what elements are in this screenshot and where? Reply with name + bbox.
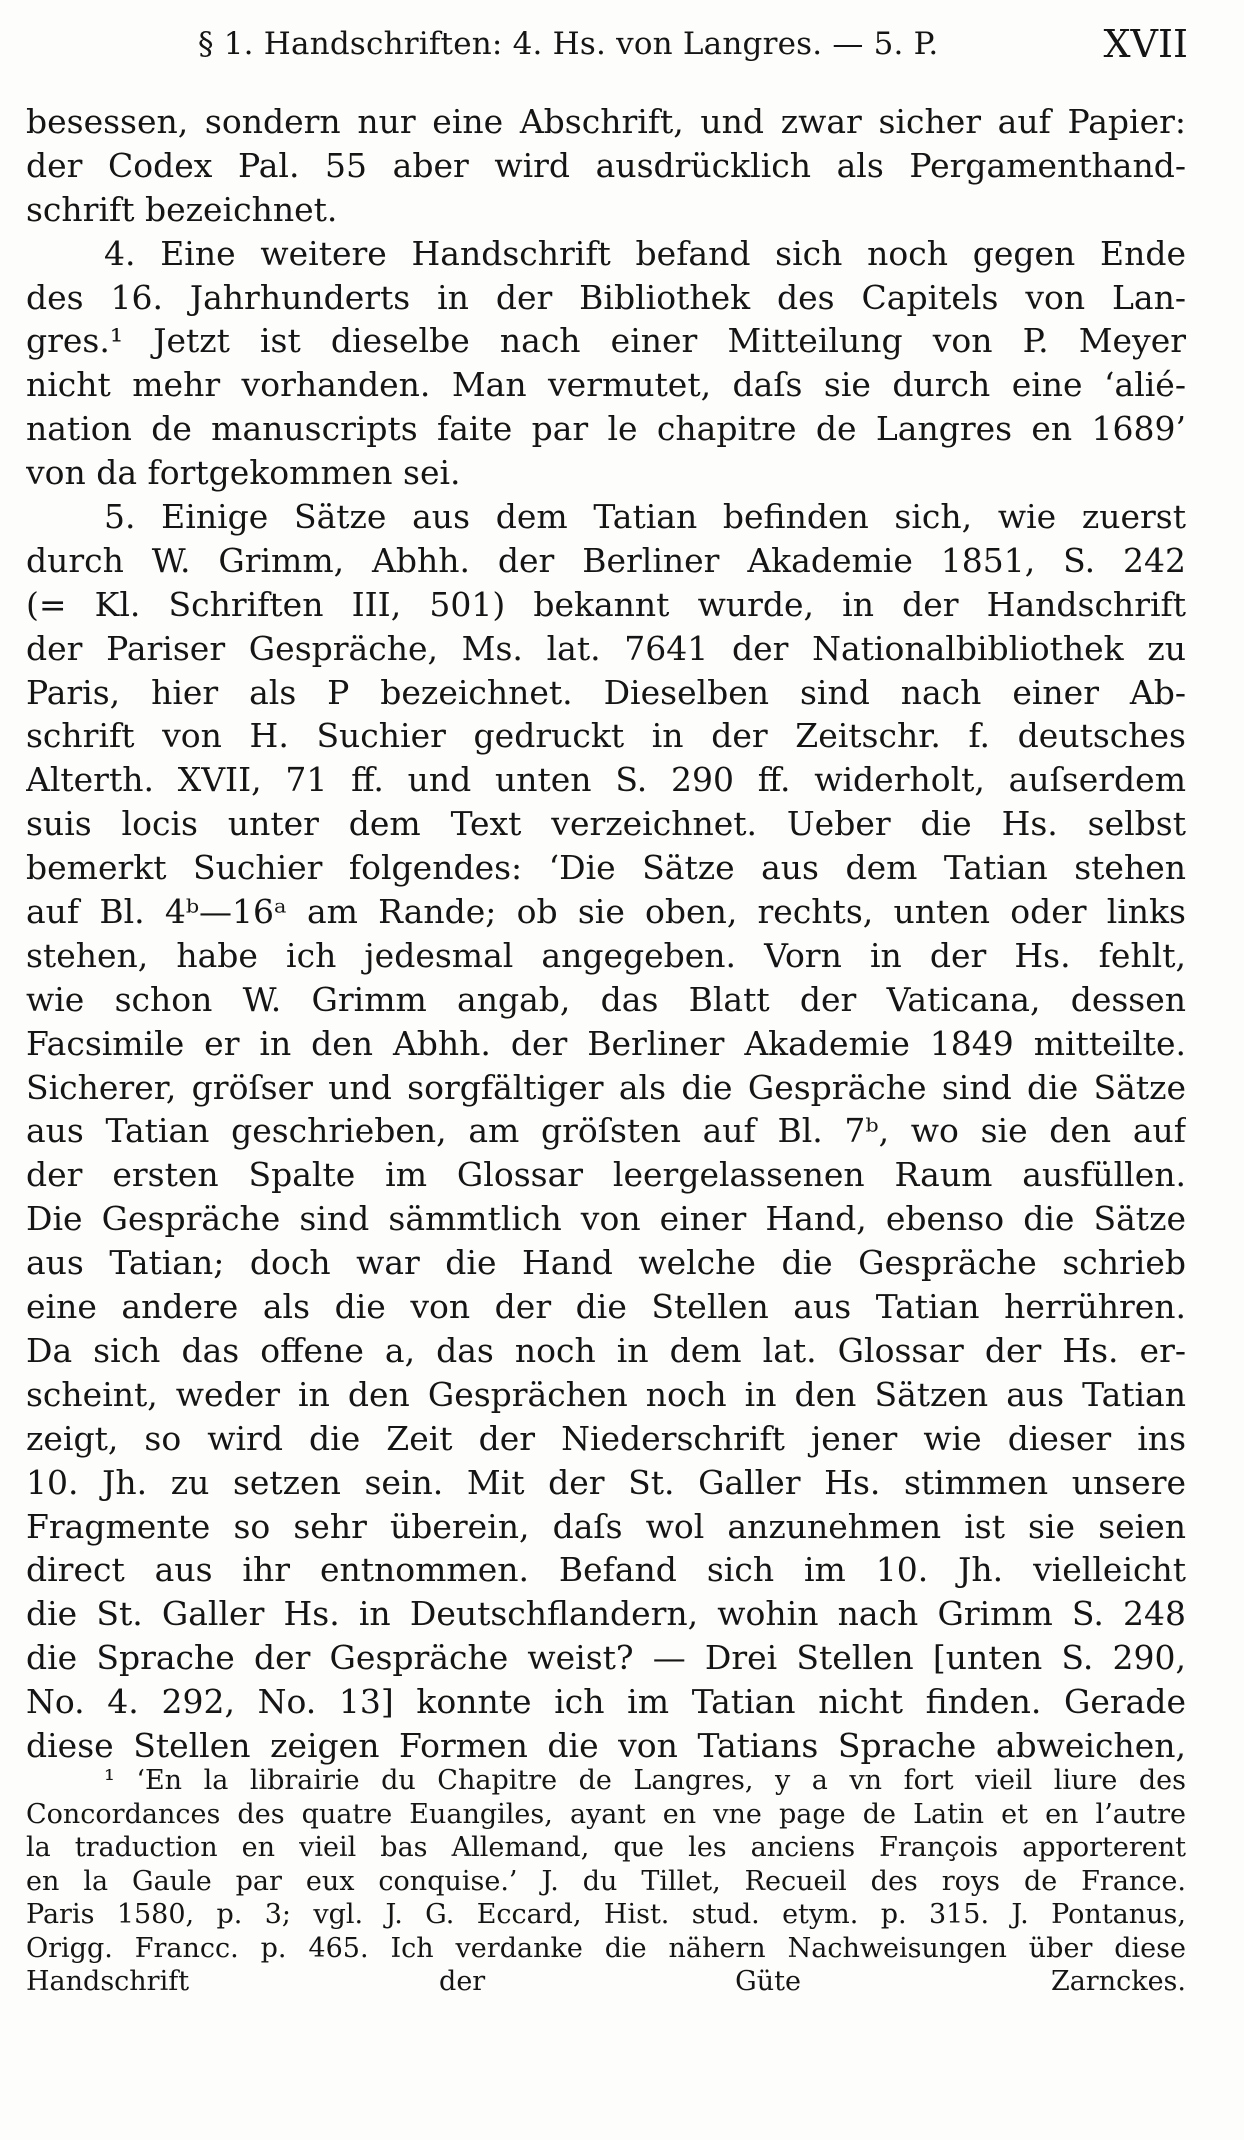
text-line: auf Bl. 4ᵇ—16ᵃ am Rande; ob sie oben, rechts, unten oder links [26,892,1186,932]
text-line: Sicherer, gröſser und sorgfältiger als die Gespräche sind die Sätze [26,1067,1186,1107]
footnote-line: Concordances des quatre Euangiles, ayant en vne page de Latin et en l’autre [26,1798,1186,1830]
text-line: schrift bezeichnet. [26,189,338,229]
text-line: stehen, habe ich jedesmal angegeben. Vorn in der Hs. fehlt, [26,935,1186,975]
text-line: eine andere als die von der die Stellen aus Tatian herrühren. [26,1287,1186,1327]
text-line: die Sprache der Gespräche weist? — Drei Stellen [unten S. 290, [26,1638,1186,1678]
text-line: Facsimile er in den Abhh. der Berliner Akademie 1849 mitteilte. [26,1023,1186,1063]
text-line: (= Kl. Schriften III, 501) bekannt wurde, in der Handschrift [26,584,1186,624]
text-line: scheint, weder in den Gesprächen noch in den Sätzen aus Tatian [26,1374,1186,1414]
text-line: wie schon W. Grimm angab, das Blatt der Vaticana, dessen [26,979,1186,1019]
running-header-title: § 1. Handschriften: 4. Hs. von Langres. — 5. P. [198,26,939,62]
text-line: der Pariser Gespräche, Ms. lat. 7641 der Nationalbibliothek zu [26,628,1186,668]
text-line: 10. Jh. zu setzen sein. Mit der St. Galler Hs. stimmen unsere [26,1462,1186,1502]
text-line: Alterth. XVII, 71 ff. und unten S. 290 ff. widerholt, auſserdem [26,760,1186,800]
text-line: gres.¹ Jetzt ist dieselbe nach einer Mitteilung von P. Meyer [26,321,1186,361]
text-line: zeigt, so wird die Zeit der Niederschrift jener wie dieser ins [26,1418,1186,1458]
text-line: aus Tatian geschrieben, am gröſsten auf Bl. 7ᵇ, wo sie den auf [26,1111,1186,1151]
text-line: suis locis unter dem Text verzeichnet. Ueber die Hs. selbst [26,804,1186,844]
text-line: nation de manuscripts faite par le chapitre de Langres en 1689’ [26,409,1186,449]
text-line: diese Stellen zeigen Formen die von Tatians Sprache abweichen, [26,1725,1186,1765]
text-line: durch W. Grimm, Abhh. der Berliner Akademie 1851, S. 242 [26,540,1186,580]
footnote-line: en la Gaule par eux conquise.’ J. du Tillet, Recueil des roys de France. [26,1865,1186,1897]
text-line: Paris, hier als P bezeichnet. Dieselben sind nach einer Ab- [26,672,1186,712]
text-line: Die Gespräche sind sämmtlich von einer Hand, ebenso die Sätze [26,1199,1186,1239]
text-line: No. 4. 292, No. 13] konnte ich im Tatian nicht finden. Gerade [26,1682,1186,1722]
text-line: besessen, sondern nur eine Abschrift, und zwar sicher auf Papier: [26,102,1186,141]
running-header [28,22,1188,72]
text-line: aus Tatian; doch war die Hand welche die Gespräche schrieb [26,1243,1186,1283]
paragraph-4-start: 4. Eine weitere Handschrift befand sich noch gegen Ende [104,233,1186,273]
text-line: der Codex Pal. 55 aber wird ausdrücklich als Pergamenthand- [26,145,1186,185]
text-line: der ersten Spalte im Glossar leergelassenen Raum ausfüllen. [26,1155,1186,1195]
footnote [26,1764,1186,1999]
footnote-line: ¹ ‘En la librairie du Chapitre de Langres, y a vn fort vieil liure des [104,1765,1186,1796]
footnote-line: Paris 1580, p. 3; vgl. J. G. Eccard, Hist. stud. etym. p. 315. J. Pontanus, [26,1899,1186,1930]
text-line: schrift von H. Suchier gedruckt in der Zeitschr. f. deutsches [26,716,1186,756]
text-line: direct aus ihr entnommen. Befand sich im 10. Jh. vielleicht [26,1550,1186,1590]
body-text [26,100,1186,1768]
text-line: des 16. Jahrhunderts in der Bibliothek des Capitels von Lan- [26,277,1186,317]
text-line: Da sich das offene a, das noch in dem lat. Glossar der Hs. er- [26,1330,1186,1370]
text-line: von da fortgekommen sei. [26,453,461,493]
footnote-line: Origg. Francc. p. 465. Ich verdanke die nähern Nachweisungen über diese [26,1932,1186,1964]
footnote-line: la traduction en vieil bas Allemand, que les anciens François apporterent [26,1832,1186,1863]
text-line: die St. Galler Hs. in Deutschflandern, wohin nach Grimm S. 248 [26,1594,1186,1634]
text-line: Fragmente so sehr überein, daſs wol anzunehmen ist sie seien [26,1506,1186,1546]
page-number: XVII [1103,22,1188,66]
text-line: nicht mehr vorhanden. Man vermutet, daſs sie durch eine ‘alié- [26,365,1186,405]
text-line: bemerkt Suchier folgendes: ‘Die Sätze aus dem Tatian stehen [26,848,1186,888]
paragraph-5-start: 5. Einige Sätze aus dem Tatian befinden sich, wie zuerst [104,497,1186,537]
footnote-line: Handschrift der Güte Zarnckes. [26,1966,1186,1997]
